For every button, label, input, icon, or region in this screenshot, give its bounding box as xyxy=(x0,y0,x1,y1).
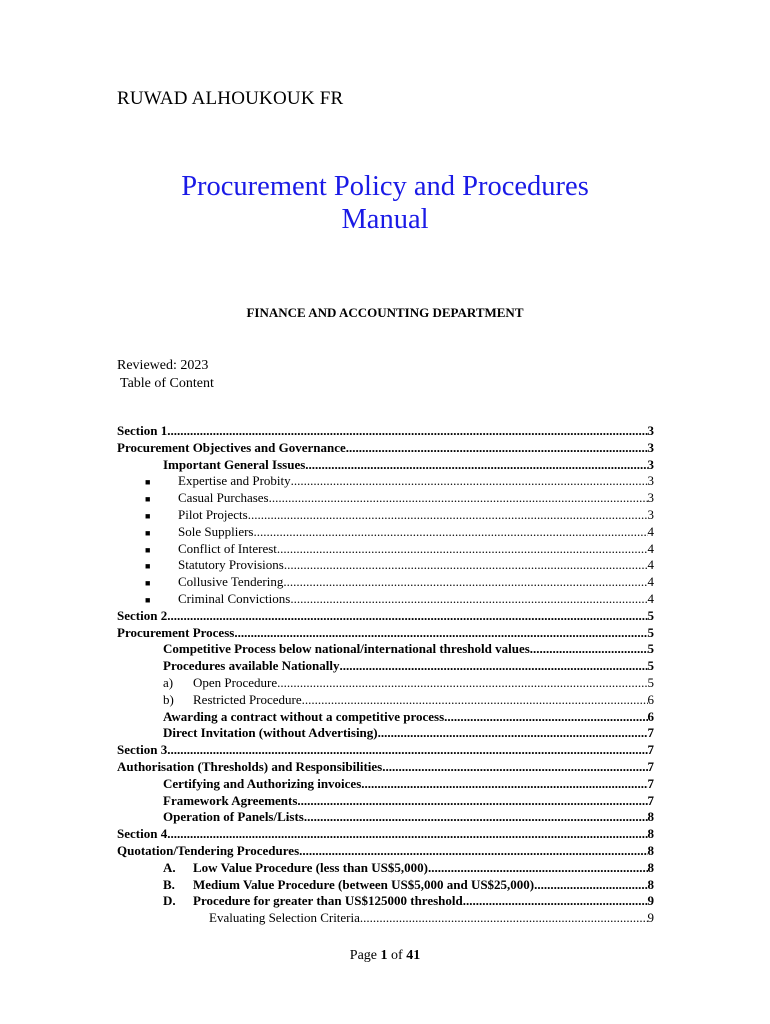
toc-entry-page-number: 3 xyxy=(647,456,654,472)
square-bullet-icon: ■ xyxy=(145,544,151,555)
toc-entry-label: Section 4 xyxy=(117,826,168,842)
toc-entry-page-number: 3 xyxy=(647,506,654,522)
toc-entry-label: Medium Value Procedure (between US$5,000 and US$25,000) xyxy=(193,876,535,892)
toc-dot-leader xyxy=(339,658,647,675)
toc-entry-label: Operation of Panels/Lists xyxy=(163,809,304,825)
toc-dot-leader xyxy=(428,860,648,877)
toc-entry-label: Quotation/Tendering Procedures xyxy=(117,842,300,858)
toc-dot-leader xyxy=(167,742,647,759)
toc-entry-page-number: 5 xyxy=(647,674,654,690)
toc-entry[interactable] xyxy=(117,826,654,843)
toc-entry-page-number: 3 xyxy=(647,473,654,489)
document-title-line-2: Manual xyxy=(341,204,429,235)
toc-entry[interactable] xyxy=(117,759,654,776)
square-bullet-icon: ■ xyxy=(145,477,151,488)
toc-dot-leader xyxy=(290,591,647,608)
toc-entry-label: Collusive Tendering xyxy=(178,574,284,590)
toc-entry[interactable] xyxy=(117,541,654,558)
toc-entry-label: Awarding a contract without a competitive process xyxy=(163,708,445,724)
toc-dot-leader xyxy=(365,776,648,793)
toc-entry-page-number: 5 xyxy=(647,624,654,640)
toc-dot-leader xyxy=(534,877,647,894)
toc-entry-label: Competitive Process below national/international threshold values xyxy=(163,641,530,657)
toc-dot-leader xyxy=(291,473,648,490)
toc-dot-leader xyxy=(284,557,648,574)
toc-entry[interactable] xyxy=(117,658,654,675)
toc-entry-label: Conflict of Interest xyxy=(178,540,277,556)
toc-entry[interactable] xyxy=(117,524,654,541)
toc-entry-page-number: 8 xyxy=(647,826,654,842)
toc-entry[interactable] xyxy=(117,809,654,826)
toc-entry-page-number: 6 xyxy=(647,708,654,724)
toc-dot-leader xyxy=(248,507,648,524)
organization-name: RUWAD ALHOUKOUK FR xyxy=(117,88,344,109)
toc-entry-marker: a) xyxy=(163,674,174,690)
toc-entry-page-number: 5 xyxy=(647,607,654,623)
toc-entry-label: Casual Purchases xyxy=(178,490,269,506)
toc-entry[interactable] xyxy=(117,574,654,591)
toc-entry-page-number: 7 xyxy=(647,758,654,774)
toc-entry[interactable] xyxy=(117,692,654,709)
toc-dot-leader xyxy=(167,423,647,440)
toc-entry-label: Low Value Procedure (less than US$5,000) xyxy=(193,859,428,875)
toc-entry[interactable] xyxy=(117,490,654,507)
footer-current-page: 1 xyxy=(380,948,388,963)
toc-entry-label: Sole Suppliers xyxy=(178,523,254,539)
toc-dot-leader xyxy=(360,910,648,927)
footer-middle: of xyxy=(387,948,407,963)
square-bullet-icon: ■ xyxy=(145,594,151,605)
toc-entry-label: Statutory Provisions xyxy=(178,557,284,573)
toc-dot-leader xyxy=(253,524,647,541)
toc-dot-leader xyxy=(382,759,647,776)
toc-entry-label: Evaluating Selection Criteria xyxy=(209,910,360,926)
toc-dot-leader xyxy=(309,457,648,474)
toc-entry-label: Criminal Convictions xyxy=(178,590,291,606)
toc-entry-page-number: 7 xyxy=(647,775,654,791)
toc-entry[interactable] xyxy=(117,910,654,927)
toc-entry-label: Direct Invitation (without Advertising) xyxy=(163,725,378,741)
toc-dot-leader xyxy=(277,541,648,558)
toc-entry[interactable] xyxy=(117,893,654,910)
toc-dot-leader xyxy=(305,692,648,709)
toc-entry[interactable] xyxy=(117,423,654,440)
toc-entry[interactable] xyxy=(117,473,654,490)
toc-entry-label: Pilot Projects xyxy=(178,506,248,522)
toc-entry[interactable] xyxy=(117,877,654,894)
toc-entry-marker: D. xyxy=(163,893,176,909)
toc-dot-leader xyxy=(530,641,648,658)
toc-dot-leader xyxy=(277,675,647,692)
department-name: FINANCE AND ACCOUNTING DEPARTMENT xyxy=(246,305,524,320)
document-title xyxy=(0,170,770,236)
table-of-contents xyxy=(117,423,654,927)
toc-entry-page-number: 7 xyxy=(647,725,654,741)
toc-entry[interactable] xyxy=(117,625,654,642)
toc-dot-leader xyxy=(299,843,647,860)
toc-entry-page-number: 6 xyxy=(647,691,654,707)
toc-entry-page-number: 5 xyxy=(647,641,654,657)
toc-entry-page-number: 8 xyxy=(647,809,654,825)
square-bullet-icon: ■ xyxy=(145,510,151,521)
toc-entry[interactable] xyxy=(117,608,654,625)
toc-entry-page-number: 8 xyxy=(647,842,654,858)
toc-dot-leader xyxy=(463,893,648,910)
toc-dot-leader xyxy=(167,608,647,625)
toc-dot-leader xyxy=(297,793,647,810)
toc-entry-page-number: 4 xyxy=(647,557,654,573)
toc-entry-page-number: 3 xyxy=(647,439,654,455)
toc-entry-label: Restricted Procedure. xyxy=(193,691,305,707)
toc-entry-label: Procedure for greater than US$125000 threshold xyxy=(193,893,463,909)
toc-dot-leader xyxy=(304,809,648,826)
toc-dot-leader xyxy=(378,725,648,742)
toc-entry[interactable] xyxy=(117,742,654,759)
toc-dot-leader xyxy=(444,709,647,726)
toc-entry-label: Expertise and Probity xyxy=(178,473,291,489)
square-bullet-icon: ■ xyxy=(145,494,151,505)
toc-entry[interactable] xyxy=(117,776,654,793)
toc-entry-label: Section 3 xyxy=(117,742,168,758)
toc-entry[interactable] xyxy=(117,591,654,608)
toc-entry[interactable] xyxy=(117,440,654,457)
square-bullet-icon: ■ xyxy=(145,578,151,589)
toc-entry-label: Procurement Objectives and Governance xyxy=(117,439,346,455)
toc-heading: Table of Content xyxy=(120,376,214,391)
toc-entry[interactable] xyxy=(117,641,654,658)
toc-entry-label: Section 1 xyxy=(117,423,168,438)
toc-entry-label: Procedures available Nationally xyxy=(163,658,340,674)
page-footer xyxy=(0,948,770,964)
toc-entry[interactable] xyxy=(117,557,654,574)
footer-prefix: Page xyxy=(349,948,381,963)
toc-entry[interactable] xyxy=(117,725,654,742)
toc-entry-page-number: 8 xyxy=(647,859,654,875)
square-bullet-icon: ■ xyxy=(145,527,151,538)
toc-dot-leader xyxy=(234,625,647,642)
toc-entry-label: Framework Agreements xyxy=(163,792,298,808)
toc-entry-label: Certifying and Authorizing invoices. xyxy=(163,775,365,791)
toc-entry[interactable] xyxy=(117,860,654,877)
toc-entry-label: Procurement Process xyxy=(117,624,235,640)
document-title-line-1: Procurement Policy and Procedures xyxy=(181,171,589,202)
toc-entry-marker: b) xyxy=(163,691,174,707)
toc-entry-label: Section 2 xyxy=(117,607,168,623)
toc-entry-page-number: 5 xyxy=(647,658,654,674)
toc-entry[interactable] xyxy=(117,457,654,474)
toc-dot-leader xyxy=(283,574,647,591)
toc-entry[interactable] xyxy=(117,793,654,810)
toc-entry[interactable] xyxy=(117,675,654,692)
reviewed-date: Reviewed: 2023 xyxy=(117,358,209,373)
toc-entry-page-number: 9 xyxy=(647,893,654,909)
toc-entry-marker: B. xyxy=(163,876,175,892)
toc-entry-label: Important General Issues. xyxy=(163,456,309,472)
toc-entry-page-number: 3 xyxy=(647,490,654,506)
toc-entry-page-number: 7 xyxy=(647,742,654,758)
toc-entry[interactable] xyxy=(117,843,654,860)
toc-entry-page-number: 4 xyxy=(647,540,654,556)
toc-dot-leader xyxy=(167,826,647,843)
toc-entry-page-number: 8 xyxy=(647,876,654,892)
toc-entry[interactable] xyxy=(117,507,654,524)
toc-entry-marker: A. xyxy=(163,859,176,875)
toc-entry-page-number: 4 xyxy=(647,590,654,606)
toc-dot-leader xyxy=(269,490,648,507)
toc-entry-label: Authorisation (Thresholds) and Responsibilities xyxy=(117,758,383,774)
toc-entry-page-number: 4 xyxy=(647,574,654,590)
footer-total-pages: 41 xyxy=(406,948,421,963)
toc-entry[interactable] xyxy=(117,709,654,726)
square-bullet-icon: ■ xyxy=(145,561,151,572)
toc-entry-page-number: 9 xyxy=(647,910,654,926)
toc-entry-page-number: 7 xyxy=(647,792,654,808)
toc-dot-leader xyxy=(346,440,648,457)
toc-entry-label: Open Procedure xyxy=(193,674,278,690)
toc-entry-page-number: 3 xyxy=(647,423,654,438)
toc-entry-page-number: 4 xyxy=(647,523,654,539)
